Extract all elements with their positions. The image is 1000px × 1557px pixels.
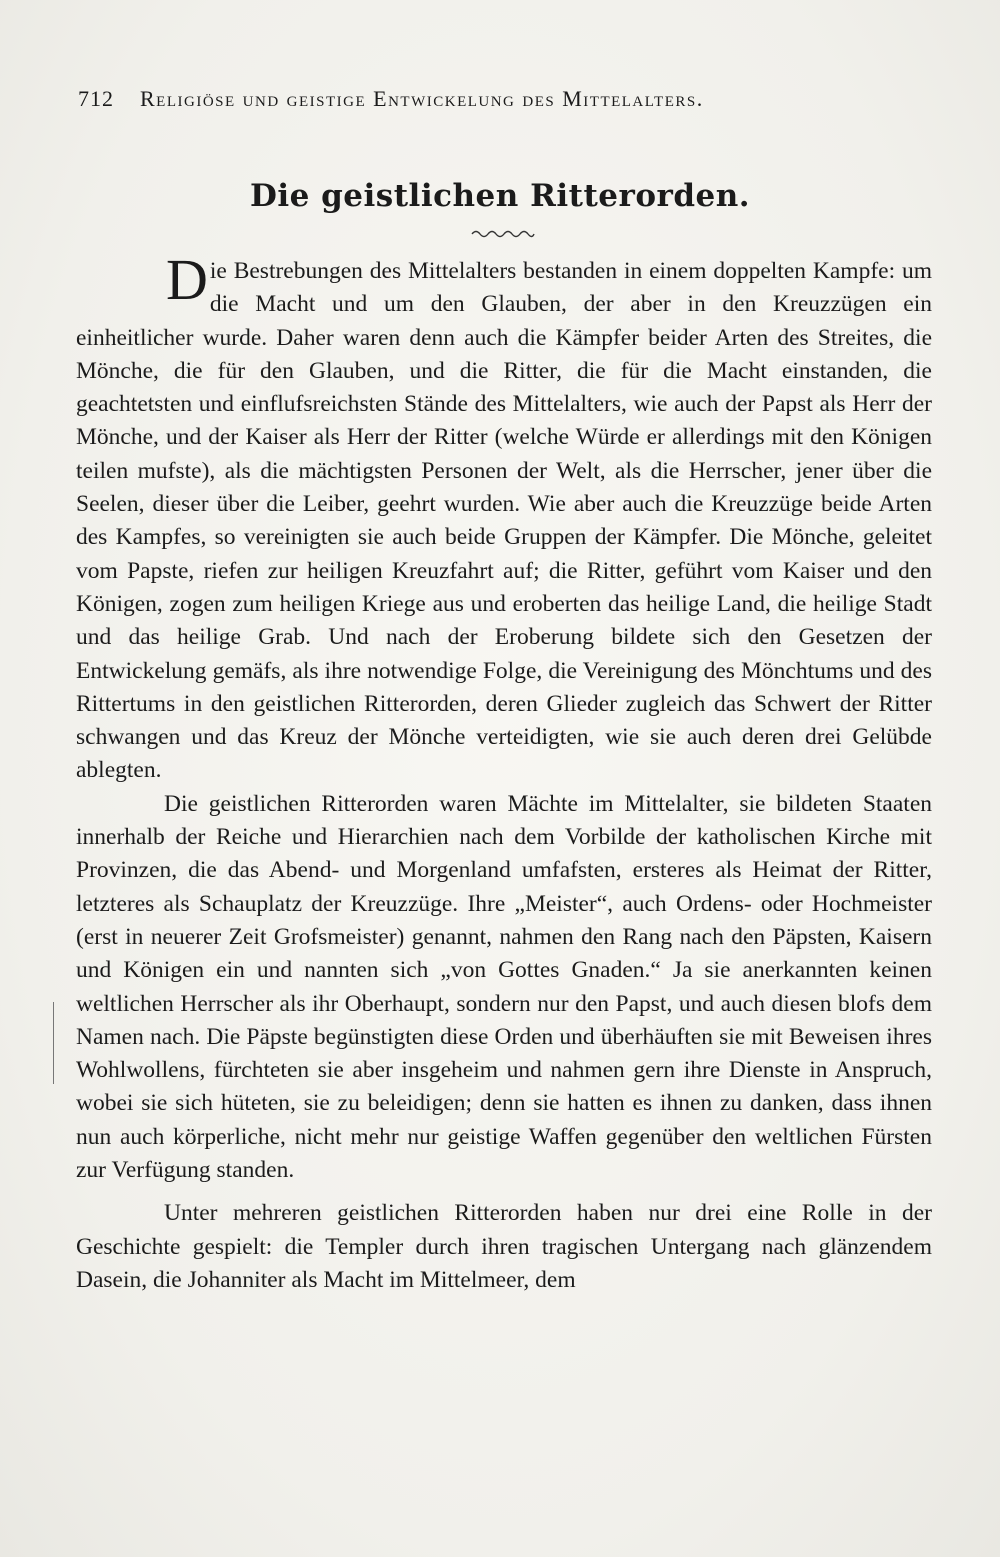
body-text: [76, 247, 932, 1297]
margin-pencil-mark: [53, 1002, 54, 1084]
page-number: 712: [78, 86, 114, 111]
paragraph-3: Unter mehreren geistlichen Ritterorden haben nur drei eine Rolle in der Geschichte gespielt: die Templer durch ihren tragischen Untergang nach glänzendem Dasein, die Johanniter als Macht im Mittelmeer, dem: [76, 1200, 932, 1293]
drop-cap: D: [166, 247, 208, 312]
paragraph-2: Die geistlichen Ritterorden waren Mächte im Mittelalter, sie bildeten Staaten innerhalb der Reiche und Hierarchien nach dem Vorbilde der katholischen Kirche mit Provinzen, die das Abend- und Morgenland umfafsten, ersteres als Heimat der Ritter, letzteres als Schauplatz der Kreuzzüge. Ihre „Meister“, auch Ordens- oder Hochmeister (erst in neuerer Zeit Grofsmeister) genannt, nahmen den Rang nach den Päpsten, Kaisern und Königen ein und nannten sich „von Gottes Gnaden.“ Ja sie anerkannten keinen weltlichen Herrscher als ihr Oberhaupt, sondern nur den Papst, und auch diesen blofs dem Namen nach. Die Päpste begünstigten diese Orden und überhäuften sie mit Beweisen ihres Wohlwollens, fürchteten sie aber insgeheim und nahmen gern ihre Dienste in Anspruch, wobei sie sich hüteten, sie zu beleidigen; denn sie hatten es ihnen zu danken, dass ihnen nun auch körperliche, nicht mehr nur geistige Waffen gegenüber den weltlichen Fürsten zur Verfügung standen.: [76, 790, 932, 1184]
paragraph-1: [76, 247, 932, 788]
page-header: [78, 86, 878, 112]
title-ornament: [470, 225, 536, 243]
chapter-title: Die geistlichen Ritterorden.: [249, 178, 751, 214]
paragraph-1-text: ie Bestrebungen des Mittelalters bestanden in einem doppelten Kampfe: um die Macht und um den Glauben, der aber in den Kreuzzügen ein einheitlicher wurde. Daher waren denn auch die Kämpfer beider Arten des Streites, die Mönche, die für den Glauben, und die Ritter, die für die Macht einstanden, die geachtetsten und einflufsreichsten Stände des Mittelalters, wie auch der Papst als Herr der Mönche, und der Kaiser als Herr der Ritter (welche Würde er allerdings mit den Königen teilen mufste), als die mächtigsten Personen der Welt, als die Herrscher, jener über die Seelen, dieser über die Leiber, geehrt wurden. Wie aber auch die Kreuzzüge beide Arten des Kampfes, so vereinigten sie auch beide Gruppen der Kämpfer. Die Mönche, geleitet vom Papste, riefen zur heiligen Kreuzfahrt auf; die Ritter, geführt vom Kaiser und den Königen, zogen zum heiligen Kriege aus und eroberten das heilige Land, die heilige Stadt und das heilige Grab. Und nach der Eroberung bildete sich den Gesetzen der Entwickelung gemäfs, als ihre notwendige Folge, die Vereinigung des Mönchtums und des Rittertums in den geistlichen Ritterorden, deren Glieder zugleich das Schwert der Ritter schwangen und das Kreuz der Mönche verteidigten, wie sie auch deren drei Gelübde ablegten.: [76, 258, 932, 784]
running-head: Religiöse und geistige Entwickelung des Mittelalters.: [140, 86, 704, 111]
